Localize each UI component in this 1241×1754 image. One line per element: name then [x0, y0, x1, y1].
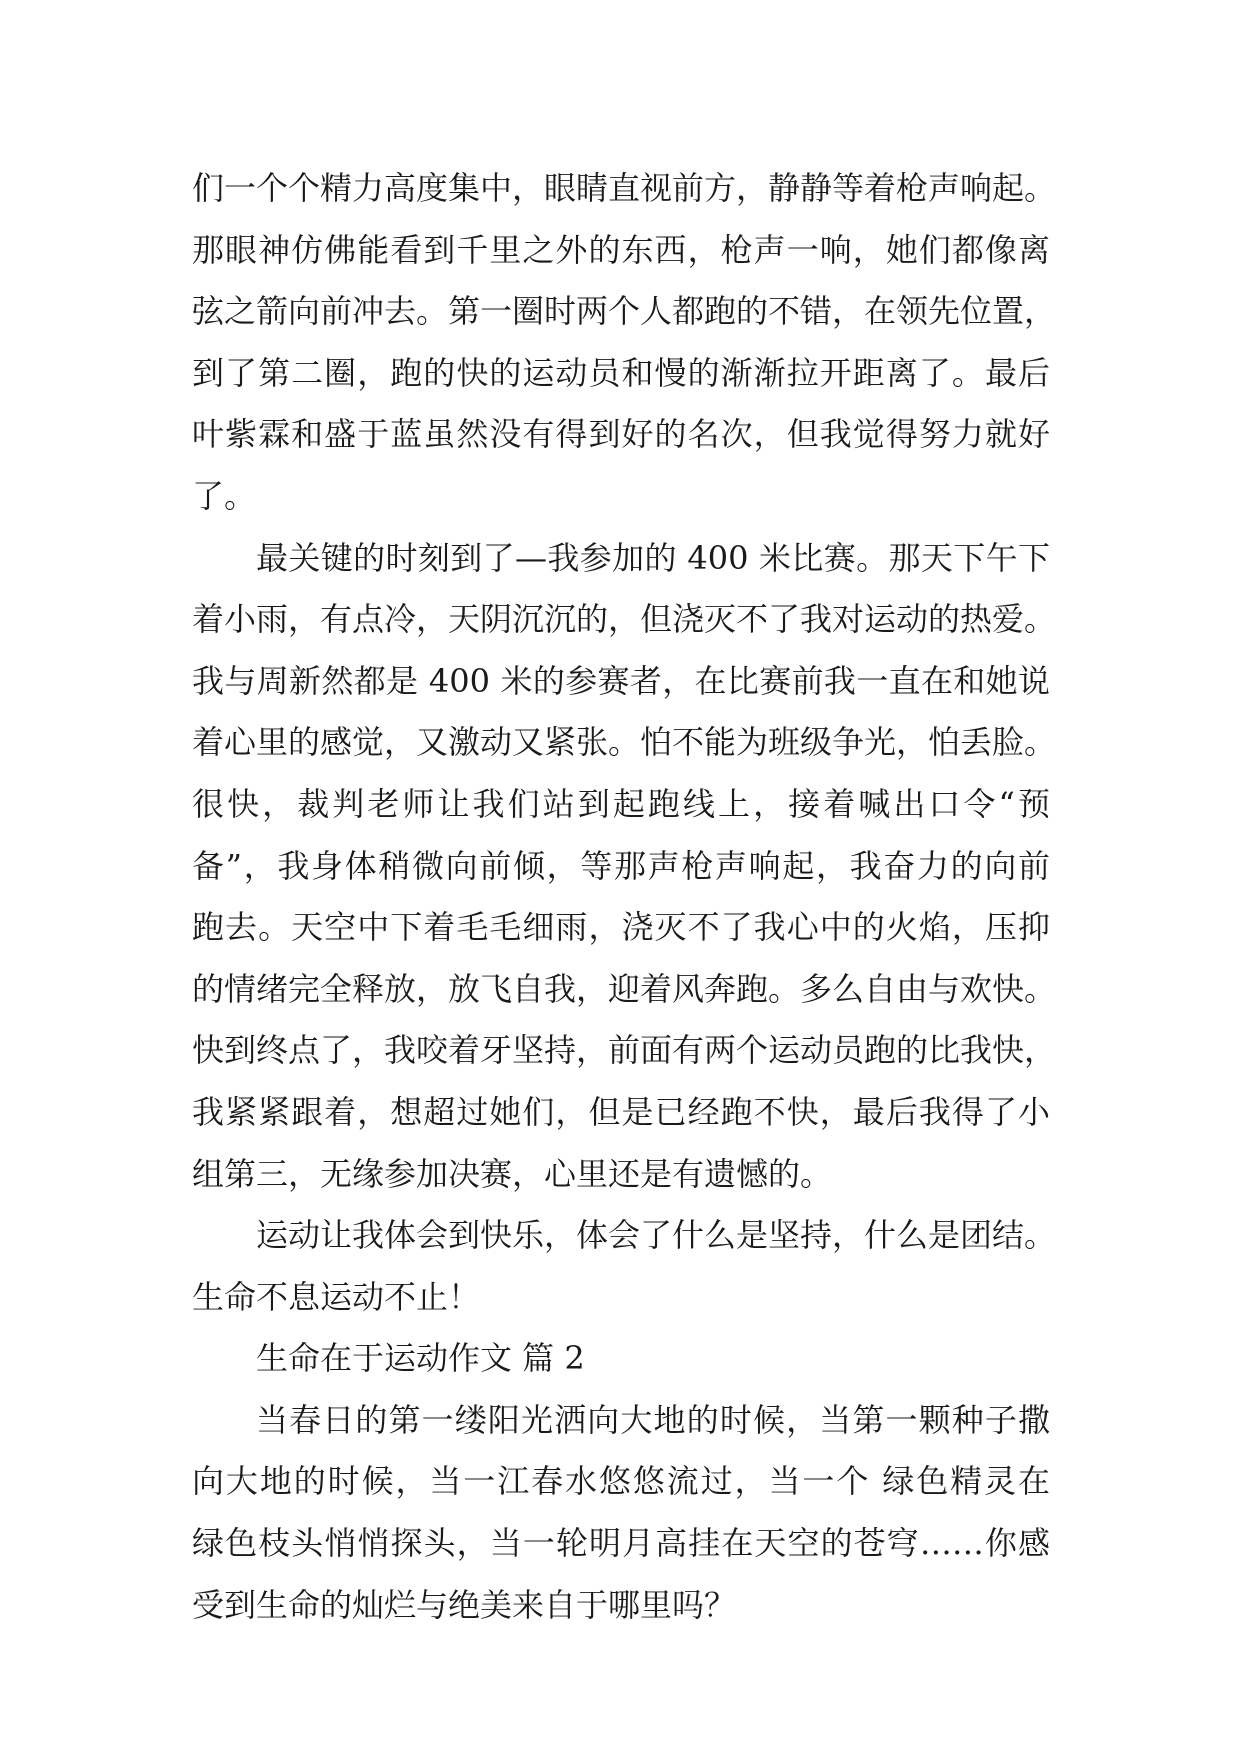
document-page	[192, 158, 1057, 1636]
paragraph	[192, 1390, 1050, 1636]
heading-line: 生命在于运动作文 篇 2	[256, 1339, 585, 1378]
paragraph	[192, 1205, 1057, 1328]
text-line: 快到终点了，我咬着牙坚持，前面有两个运动员跑的比我快，	[192, 1031, 1057, 1070]
text-line: 那眼神仿佛能看到千里之外的东西，枪声一响，她们都像离	[192, 230, 1050, 269]
section-heading	[192, 1328, 1050, 1390]
text-line: 着心里的感觉，又激动又紧张。怕不能为班级争光，怕丢脸。	[192, 723, 1057, 762]
text-line: 们一个个精力高度集中，眼睛直视前方，静静等着枪声响起。	[192, 169, 1057, 207]
text-line: 叶紫霖和盛于蓝虽然没有得到好的名次，但我觉得努力就好	[192, 415, 1050, 454]
text-line: 跑去。天空中下着毛毛细雨，浇灭不了我心中的火焰，压抑	[192, 908, 1050, 947]
text-line: 弦之箭向前冲去。第一圈时两个人都跑的不错，在领先位置，	[192, 292, 1057, 331]
text-line: 我与周新然都是 400 米的参赛者，在比赛前我一直在和她说	[192, 661, 1050, 700]
text-line: 我紧紧跟着，想超过她们，但是已经跑不快，最后我得了小	[192, 1092, 1050, 1131]
text-line: 最关键的时刻到了—我参加的 400 米比赛。那天下午下	[256, 538, 1050, 577]
text-line: 生命不息运动不止！	[192, 1277, 481, 1316]
text-line: 很快，裁判老师让我们站到起跑线上，接着喊出口令“预	[192, 784, 1050, 823]
text-line: 的情绪完全释放，放飞自我，迎着风奔跑。多么自由与欢快。	[192, 969, 1057, 1008]
paragraph	[192, 158, 1057, 528]
paragraph	[192, 528, 1057, 1206]
text-line: 了。	[192, 476, 257, 515]
text-line: 到了第二圈，跑的快的运动员和慢的渐渐拉开距离了。最后	[192, 353, 1050, 392]
text-line: 向大地的时候，当一江春水悠悠流过，当一个 绿色精灵在	[192, 1462, 1050, 1501]
text-line: 绿色枝头悄悄探头，当一轮明月高挂在天空的苍穹……你感	[192, 1524, 1050, 1563]
text-line: 运动让我体会到快乐，体会了什么是坚持，什么是团结。	[256, 1216, 1057, 1255]
text-line: 当春日的第一缕阳光洒向大地的时候，当第一颗种子撒	[256, 1400, 1050, 1439]
text-line: 着小雨，有点冷，天阴沉沉的，但浇灭不了我对运动的热爱。	[192, 600, 1057, 639]
text-line: 受到生命的灿烂与绝美来自于哪里吗？	[192, 1585, 737, 1624]
text-line: 备”，我身体稍微向前倾，等那声枪声响起，我奋力的向前	[192, 846, 1050, 885]
text-line: 组第三，无缘参加决赛，心里还是有遗憾的。	[192, 1154, 833, 1193]
